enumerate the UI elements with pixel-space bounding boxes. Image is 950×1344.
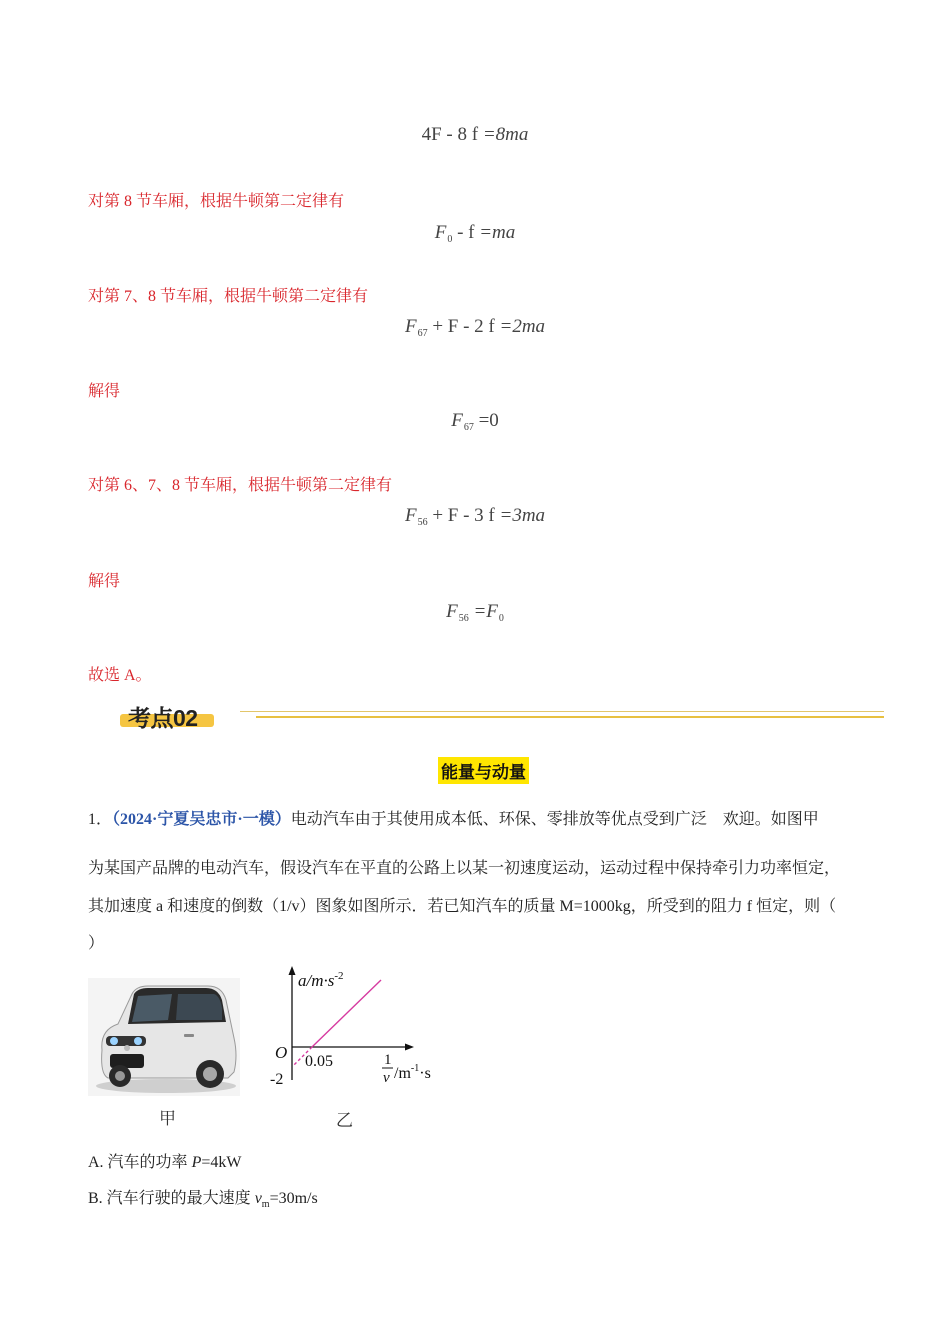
solution-line-3: 对第 6、7、8 节车厢，根据牛顿第二定律有 (88, 477, 393, 494)
option-a-var: P (191, 1154, 202, 1171)
eq1-rhs: =8ma (482, 124, 529, 145)
option-a-value: =4kW (201, 1154, 242, 1171)
x-axis-arrow-icon (405, 1044, 414, 1051)
graph-line (312, 980, 381, 1047)
eq5-lhs: F (404, 505, 417, 526)
eq1-lhs: 4F - 8 f (421, 124, 479, 145)
origin-label: O (275, 1043, 288, 1062)
badge-label: 考点02 (128, 705, 198, 731)
question-number: 1． (88, 811, 113, 828)
option-b (88, 1185, 318, 1210)
equation-3 (0, 316, 950, 339)
solution-solve-1: 解得 (88, 383, 121, 400)
solution-solve-2: 解得 (88, 573, 121, 590)
question-line-1 (88, 806, 878, 829)
option-b-var: v (254, 1190, 262, 1207)
eq6-rsub: 0 (498, 613, 504, 624)
eq4-rhs: =0 (478, 410, 499, 431)
equation-4 (0, 410, 950, 433)
y-axis-label-text: a/m·s (298, 971, 335, 990)
eq6-rhs: =F (473, 601, 498, 622)
eq2-sub: 0 (447, 234, 453, 245)
y-intercept-label: -2 (270, 1071, 284, 1088)
x-axis-unit (394, 1063, 431, 1082)
y-axis-arrow-icon (289, 966, 296, 975)
y-axis-label (298, 970, 344, 990)
option-a (88, 1149, 241, 1172)
equation-2 (0, 222, 950, 245)
graph-caption: 乙 (336, 1111, 353, 1131)
option-a-prefix: A. 汽车的功率 (88, 1154, 192, 1171)
eq5-rhs: =3ma (499, 505, 546, 526)
section-divider-thick (256, 716, 884, 718)
eq5-sub: 56 (417, 517, 428, 528)
eq6-lhs: F (446, 601, 458, 622)
question-line-4: ） (88, 935, 105, 952)
eq4-sub: 67 (463, 422, 474, 433)
option-b-sub: m (261, 1199, 270, 1211)
x-axis-label-den: v (383, 1070, 390, 1086)
eq3-mid: + F - 2 f (427, 316, 495, 337)
eq2-lhs: F (434, 222, 447, 243)
eq4-lhs: F (451, 410, 463, 431)
eq3-sub: 67 (417, 328, 428, 339)
car-caption: 甲 (159, 1109, 176, 1129)
eq2-mid: - f (452, 222, 475, 243)
eq3-rhs: =2ma (499, 316, 546, 337)
x-axis-label-num: 1 (384, 1052, 392, 1068)
section-divider-thin (240, 711, 884, 712)
question-source: （2024·宁夏吴忠市·一模） (112, 811, 291, 828)
car-image (88, 978, 240, 1096)
y-axis-label-sup: -2 (334, 970, 344, 982)
option-b-value: =30m/s (269, 1190, 318, 1207)
acceleration-graph (262, 962, 452, 1092)
question-line-1-text: 电动汽车由于其使用成本低、环保、零排放等优点受到广泛 欢迎。如图甲 (290, 811, 819, 828)
solution-line-1: 对第 8 节车厢，根据牛顿第二定律有 (88, 193, 345, 210)
x-axis-unit-end: ·s (419, 1065, 431, 1082)
eq6-sub: 56 (458, 613, 469, 624)
question-line-3: 其加速度 a 和速度的倒数（1/v）图象如图所示．若已知汽车的质量 M=1000kg，所受到的阻力 f 恒定，则（ (88, 898, 837, 915)
section-title: 能量与动量 (438, 757, 529, 784)
x-axis-unit-sup: -1 (410, 1063, 420, 1074)
eq5-mid: + F - 3 f (427, 505, 495, 526)
eq2-rhs: =ma (479, 222, 516, 243)
question-line-2: 为某国产品牌的电动汽车，假设汽车在平直的公路上以某一初速度运动，运动过程中保持牵引力功率恒定， (88, 860, 841, 877)
equation-5 (0, 505, 950, 528)
equation-1 (0, 124, 950, 146)
equation-6 (0, 601, 950, 624)
x-axis-unit-text: /m (394, 1065, 411, 1082)
x-intercept-label: 0.05 (305, 1053, 333, 1070)
solution-line-2: 对第 7、8 节车厢，根据牛顿第二定律有 (88, 288, 369, 305)
eq3-lhs: F (404, 316, 417, 337)
solution-answer: 故选 A。 (88, 667, 152, 684)
option-b-prefix: B. 汽车行驶的最大速度 (88, 1190, 255, 1207)
